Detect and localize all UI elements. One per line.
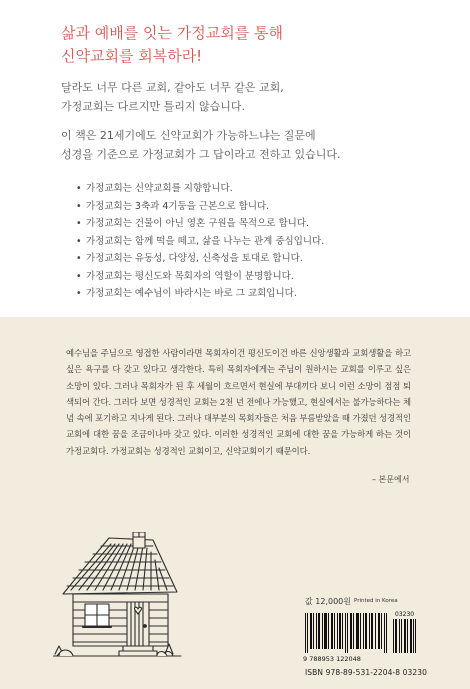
barcode-addon: 03230: [395, 611, 415, 618]
back-cover-top-section: [0, 0, 470, 317]
intro-paragraph-1: [61, 78, 441, 116]
bullet-item: • 가정교회는 건물이 아닌 영혼 구원을 목적으로 합니다.: [76, 215, 324, 233]
printed-in-label: Printed in Korea: [354, 598, 398, 604]
bullet-item: • 가정교회는 예수님이 바라시는 바로 그 교회입니다.: [76, 285, 324, 303]
intro-line-3: 이 책은 21세기에도 신약교회가 가능하느냐는 질문에: [61, 129, 316, 142]
bullet-item: • 가정교회는 평신도와 목회자의 역할이 분명합니다.: [76, 268, 324, 286]
house-illustration: [53, 532, 183, 667]
intro-paragraph-2: [61, 126, 451, 164]
intro-line-4: 성경을 기준으로 가정교회가 그 답이라고 전하고 있습니다.: [61, 148, 341, 161]
bullet-item: • 가정교회는 신약교회를 지향합니다.: [76, 180, 324, 198]
barcode: [301, 607, 421, 667]
isbn-label: ISBN 978-89-531-2204-8 03230: [305, 668, 428, 677]
headline-line-1: 삶과 예배를 잇는 가정교회를 통해: [61, 24, 283, 42]
bullet-item: • 가정교회는 유동성, 다양성, 신축성을 토대로 합니다.: [76, 250, 324, 268]
bullet-item: • 가정교회는 3축과 4기둥을 근본으로 합니다.: [76, 198, 324, 216]
bullet-item: • 가정교회는 함께 떡을 떼고, 삶을 나누는 관계 중심입니다.: [76, 233, 324, 251]
headline-line-2: 신약교회를 회복하라!: [61, 47, 203, 65]
price-label: 값 12,000원: [305, 597, 351, 606]
bullet-list: [76, 180, 324, 303]
headline: [61, 22, 421, 68]
excerpt-source: – 본문에서: [372, 475, 410, 484]
intro-line-1: 달라도 너무 다른 교회, 같아도 너무 같은 교회,: [61, 81, 284, 94]
barcode-digits: 9 788953 122048: [303, 655, 361, 663]
excerpt-paragraph: 예수님을 주님으로 영접한 사람이라면 목회자이건 평신도이건 바른 신앙생활과 교회생활을 하고 싶은 욕구를 다 갖고 있다고 생각한다. 특히 목회자에게는 주님이 원하시는 교회를 이루고 싶은 소망이 있다. 그러나 목회자가 된 후 세월이 흐르면서 현실에 부대끼다 보니 이런 소망이 점점 퇴색되어 간다. 그러다 보면 성경적인 교회는 2천 년 전에나 가능했고, 현실에서는 불가능하다는 체념 속에 포기하고 지나게 된다. 그러나 대부분의 목회자들은 처음 부름받았을 때 가졌던 성경적인 교회에 대한 꿈을 조금이나마 갖고 있다. 이러한 성경적인 교회에 대한 꿈을 가능하게 하는 것이 가정교회다. 가정교회는 성경적인 교회이고, 신약교회이기 때문이다.: [66, 348, 411, 456]
intro-line-2: 가정교회는 다르지만 틀리지 않습니다.: [61, 100, 246, 113]
